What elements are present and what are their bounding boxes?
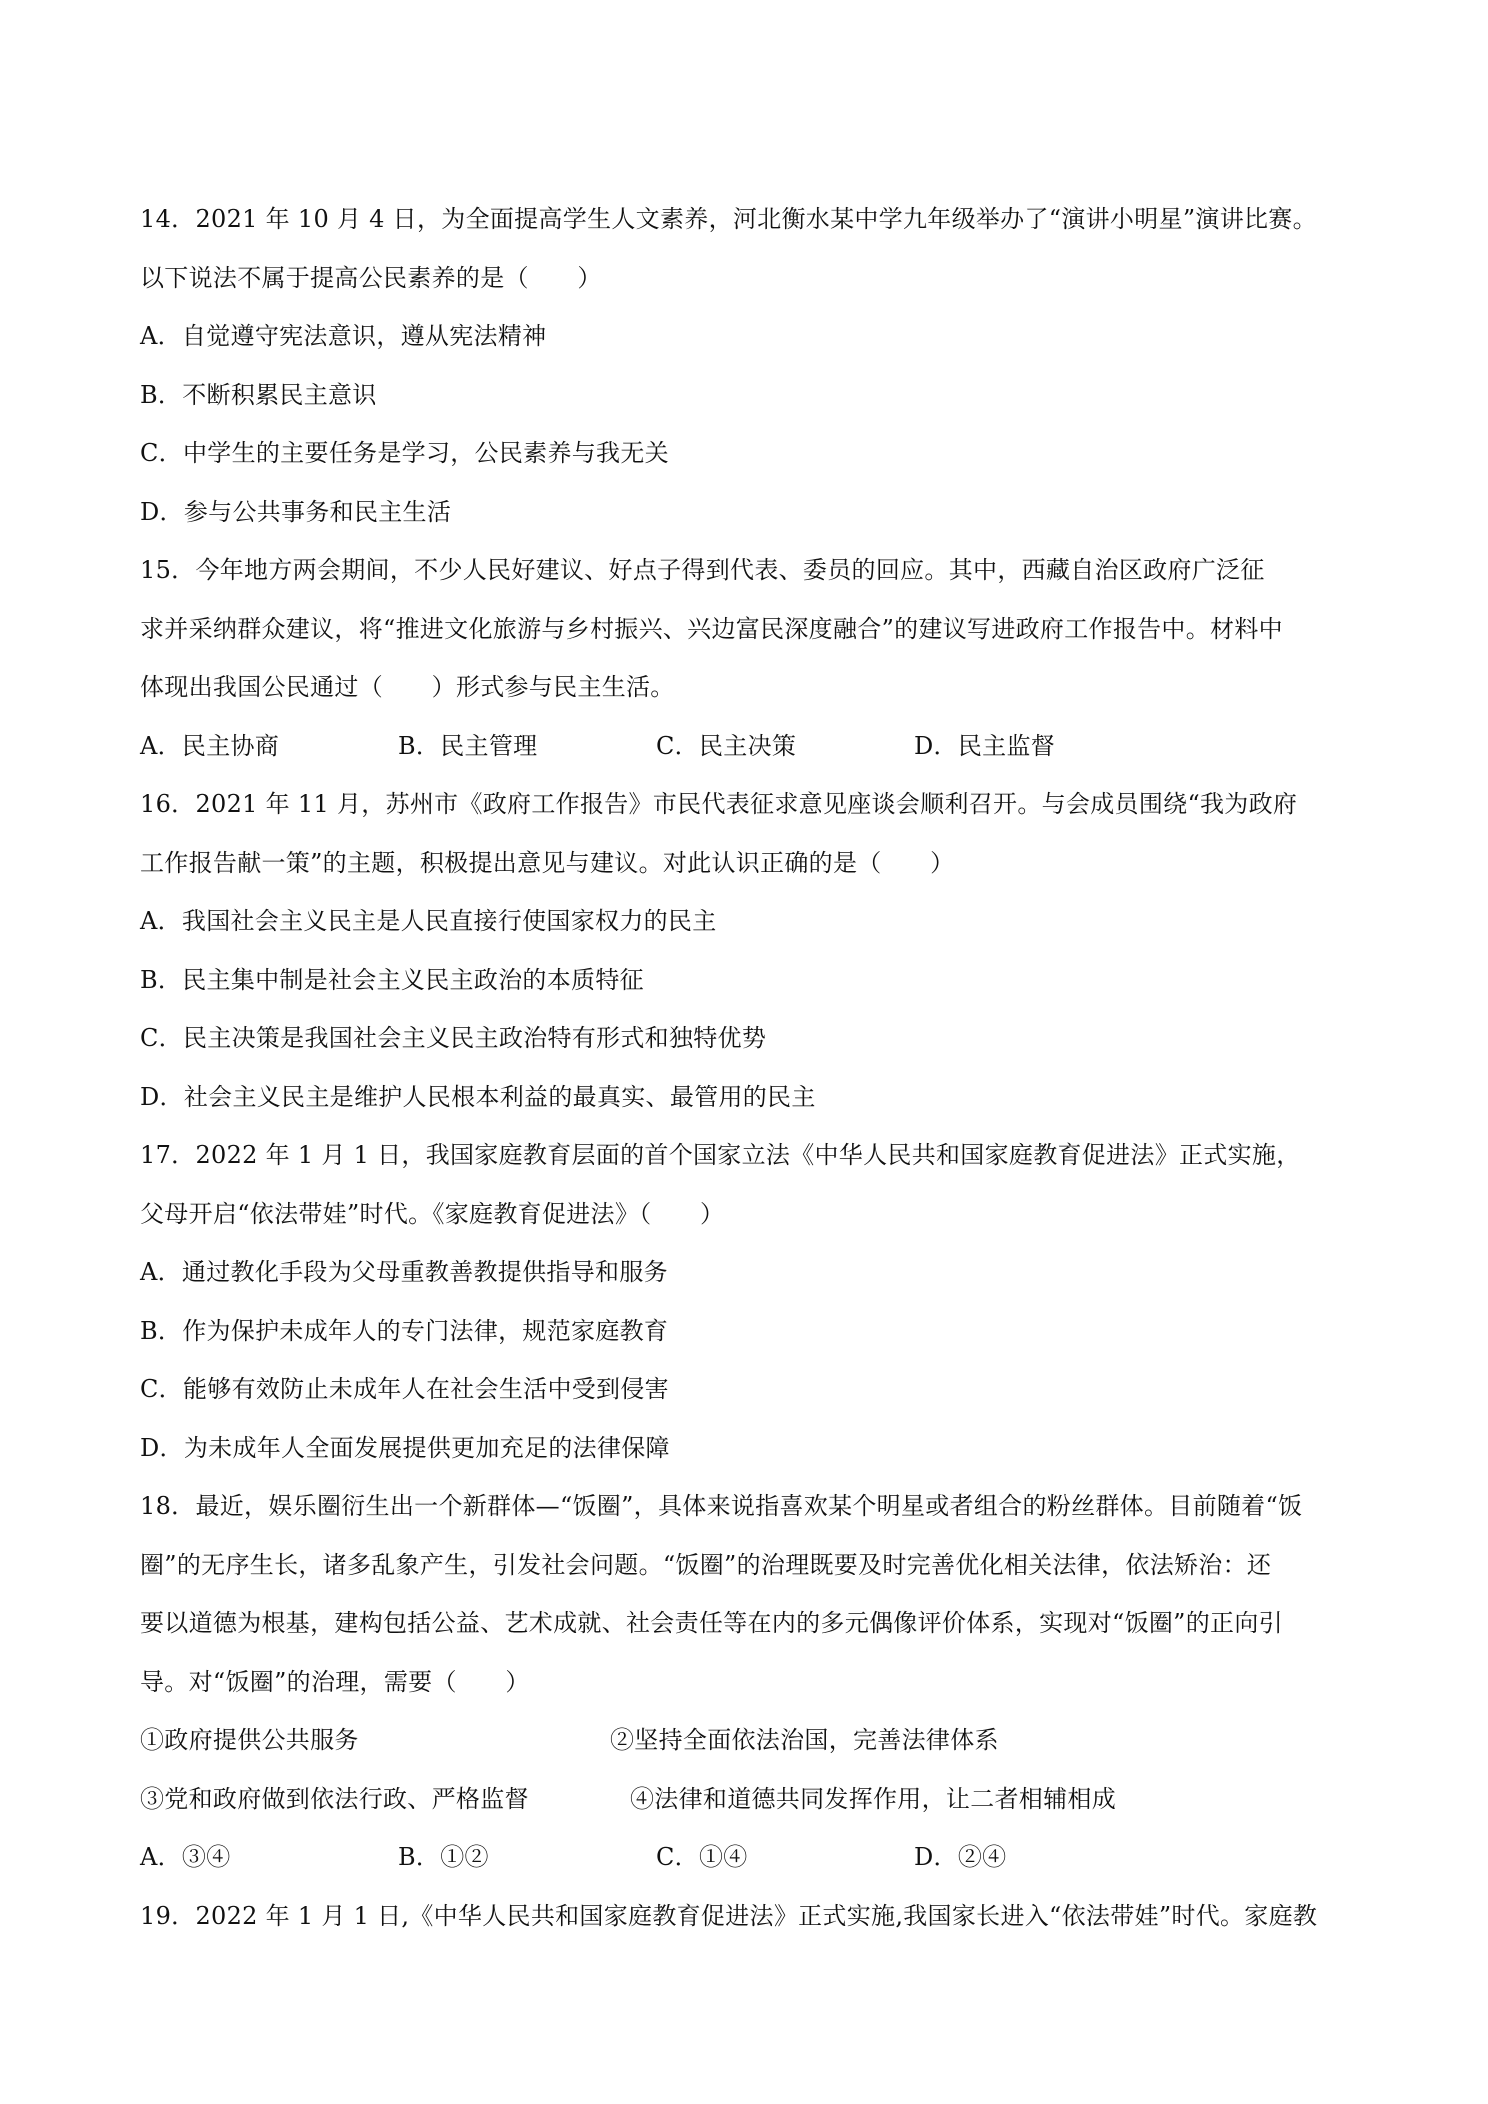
option-d: D．②④	[914, 1843, 1007, 1871]
option-a: A．通过教化手段为父母重教善教提供指导和服务	[140, 1258, 668, 1286]
statements-row	[140, 1770, 1365, 1829]
question-stem-line: 工作报告献一策”的主题，积极提出意见与建议。对此认识正确的是（ ）	[140, 848, 955, 877]
option-a: A．自觉遵守宪法意识，遵从宪法精神	[140, 322, 547, 350]
exam-page	[140, 190, 1365, 1945]
option-d: D．社会主义民主是维护人民根本利益的最真实、最管用的民主	[140, 1082, 816, 1111]
option-b: B．民主集中制是社会主义民主政治的本质特征	[140, 965, 644, 994]
question-stem-line: 18．最近，娱乐圈衍生出一个新群体—“饭圈”，具体来说指喜欢某个明星或者组合的粉丝群体。目前随着“饭	[140, 1492, 1303, 1520]
statement-3: ③党和政府做到依法行政、严格监督	[140, 1784, 529, 1813]
question-17	[140, 1126, 1365, 1477]
question-stem-line: 16．2021 年 11 月，苏州市《政府工作报告》市民代表征求意见座谈会顺利召开。与会成员围绕“我为政府	[140, 790, 1298, 818]
statement-1: ①政府提供公共服务	[140, 1726, 359, 1754]
question-18	[140, 1477, 1365, 1887]
question-stem-line: 以下说法不属于提高公民素养的是（ ）	[140, 263, 602, 292]
question-stem-line: 体现出我国公民通过（ ）形式参与民主生活。	[140, 673, 675, 701]
option-b: B．不断积累民主意识	[140, 380, 377, 409]
question-19	[140, 1887, 1365, 1946]
statements-row	[140, 1711, 1365, 1770]
options-row	[140, 717, 1365, 776]
option-c: C．民主决策是我国社会主义民主政治特有形式和独特优势	[140, 1024, 767, 1052]
option-c: C．中学生的主要任务是学习，公民素养与我无关	[140, 439, 669, 467]
option-b: B．作为保护未成年人的专门法律，规范家庭教育	[140, 1316, 669, 1345]
option-c: C．民主决策	[656, 731, 797, 760]
statement-2: ②坚持全面依法治国，完善法律体系	[610, 1726, 999, 1754]
option-c: C．①④	[656, 1843, 748, 1871]
question-stem-line: 15．今年地方两会期间，不少人民好建议、好点子得到代表、委员的回应。其中，西藏自治区政府广泛征	[140, 556, 1265, 584]
question-stem-line: 要以道德为根基，建构包括公益、艺术成就、社会责任等在内的多元偶像评价体系，实现对“饭圈”的正向引	[140, 1609, 1283, 1637]
question-stem-line: 圈”的无序生长，诸多乱象产生，引发社会问题。“饭圈”的治理既要及时完善优化相关法律，依法矫治：还	[140, 1550, 1272, 1579]
option-c: C．能够有效防止未成年人在社会生活中受到侵害	[140, 1375, 669, 1403]
question-14	[140, 190, 1365, 541]
statement-4: ④法律和道德共同发挥作用，让二者相辅相成	[630, 1784, 1116, 1813]
option-a: A．我国社会主义民主是人民直接行使国家权力的民主	[140, 907, 717, 935]
question-stem-line: 14．2021 年 10 月 4 日，为全面提高学生人文素养，河北衡水某中学九年级举办了“演讲小明星”演讲比赛。	[140, 205, 1317, 233]
option-a: A．③④	[140, 1843, 231, 1871]
options-row	[140, 1828, 1365, 1887]
option-a: A．民主协商	[140, 731, 280, 760]
question-stem-line: 17．2022 年 1 月 1 日，我国家庭教育层面的首个国家立法《中华人民共和国家庭教育促进法》正式实施，	[140, 1141, 1301, 1169]
option-b: B．民主管理	[398, 731, 538, 760]
question-stem-line: 父母开启“依法带娃”时代。《家庭教育促进法》（ ）	[140, 1199, 725, 1228]
option-d: D．民主监督	[914, 731, 1056, 760]
question-stem-line: 求并采纳群众建议，将“推进文化旅游与乡村振兴、兴边富民深度融合”的建议写进政府工作报告中。材料中	[140, 614, 1283, 643]
option-b: B．①②	[398, 1843, 489, 1871]
question-16	[140, 775, 1365, 1126]
option-d: D．为未成年人全面发展提供更加充足的法律保障	[140, 1433, 670, 1462]
question-15	[140, 541, 1365, 775]
question-stem-line: 19．2022 年 1 月 1 日,《中华人民共和国家庭教育促进法》正式实施,我国家长进入“依法带娃”时代。家庭教	[140, 1901, 1318, 1930]
question-stem-line: 导。对“饭圈”的治理，需要（ ）	[140, 1667, 530, 1696]
option-d: D．参与公共事务和民主生活	[140, 497, 452, 526]
